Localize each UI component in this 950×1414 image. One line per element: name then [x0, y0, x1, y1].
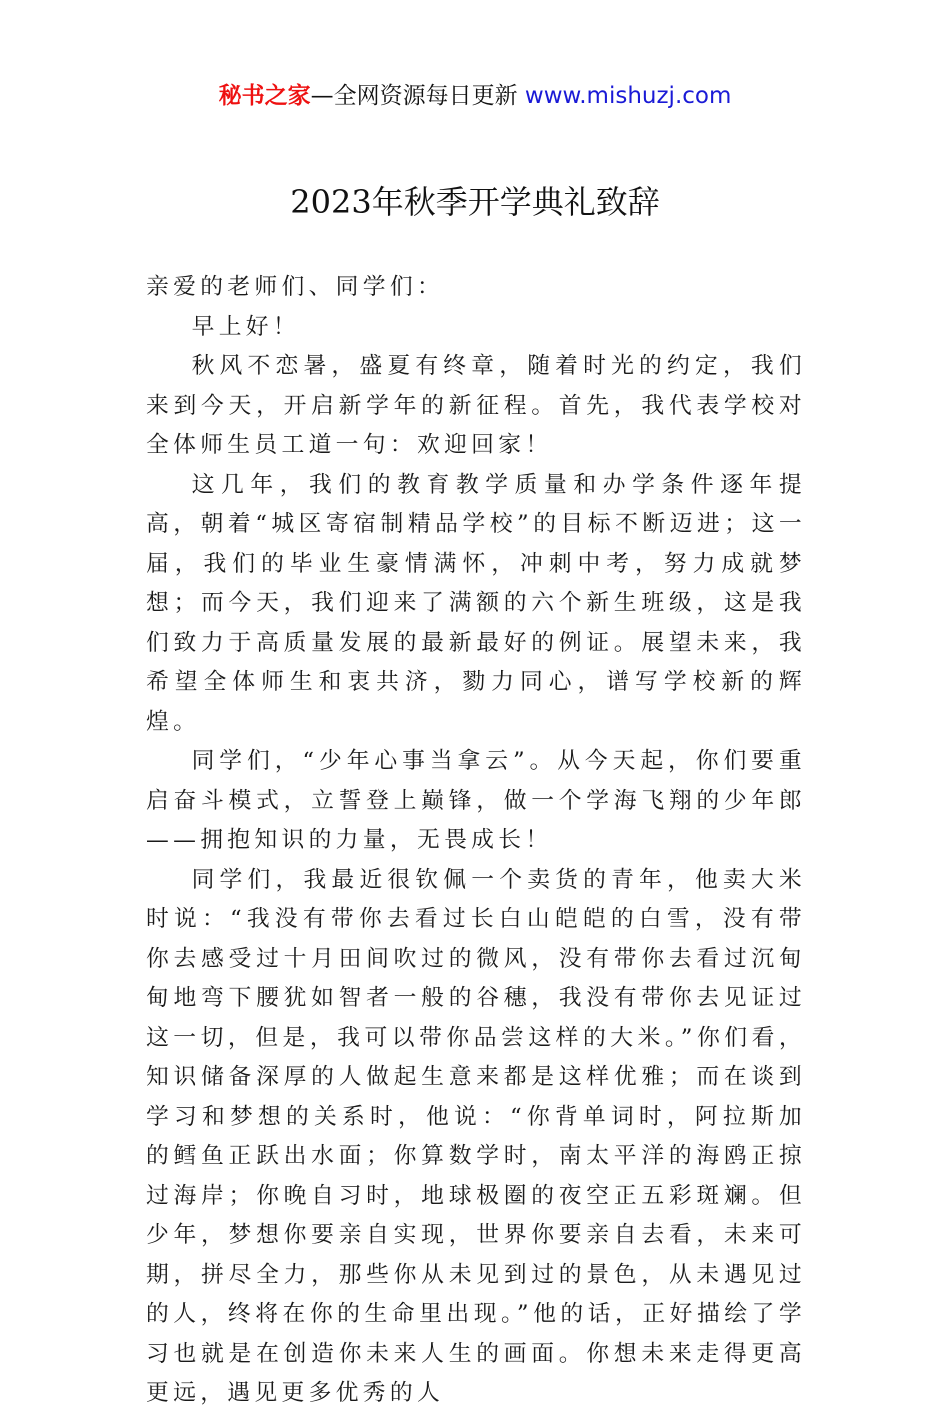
- site-url-link[interactable]: www.mishuzj.com: [524, 83, 732, 109]
- paragraph-greeting: 早上好！: [191, 313, 300, 340]
- site-slogan: —全网资源每日更新: [310, 83, 518, 109]
- paragraph: 秋风不恋暑，盛夏有终章，随着时光的约定，我们来到今天，开启新学年的新征程。首先，我代表学校对全体师生员工道一句：欢迎回家！: [146, 353, 806, 458]
- salutation: 亲爱的老师们、同学们：: [146, 274, 445, 300]
- paragraph: 这几年，我们的教育教学质量和办学条件逐年提高，朝着“城区寄宿制精品学校”的目标不断迈进；这一届，我们的毕业生豪情满怀，冲刺中考，努力成就梦想；而今天，我们迎来了满额的六个新生班级，这是我们致力于高质量发展的最新最好的例证。展望未来，我希望全体师生和衷共济，勠力同心，谱写学校新的辉煌。: [146, 471, 806, 735]
- paragraph: 同学们，“少年心事当拿云”。从今天起，你们要重启奋斗模式，立誓登上巅锋，做一个学海飞翔的少年郎——拥抱知识的力量，无畏成长！: [146, 748, 806, 853]
- site-brand: 秘书之家: [218, 83, 311, 109]
- paragraph: 同学们，我最近很钦佩一个卖货的青年，他卖大米时说：“我没有带你去看过长白山皑皑的白雪，没有带你去感受过十月田间吹过的微风，没有带你去看过沉甸甸地弯下腰犹如智者一般的谷穗，我没有带你去见证过这一切，但是，我可以带你品尝这样的大米。”你们看，知识储备深厚的人做起生意来都是这样优雅；而在谈到学习和梦想的关系时，他说：“你背单词时，阿拉斯加的鳕鱼正跃出水面；你算数学时，南太平洋的海鸥正掠过海岸；你晚自习时，地球极圈的夜空正五彩斑斓。但少年，梦想你要亲自实现，世界你要亲自去看，未来可期，拼尽全力，那些你从未见到过的景色，从未遇见过的人，终将在你的生命里出现。”他的话，正好描绘了学习也就是在创造你未来人生的画面。你想未来走得更高更远，遇见更多优秀的人: [146, 866, 806, 1406]
- document-body: [146, 268, 806, 1414]
- document-title: 2023年秋季开学典礼致辞: [290, 183, 660, 221]
- site-header: [0, 80, 950, 112]
